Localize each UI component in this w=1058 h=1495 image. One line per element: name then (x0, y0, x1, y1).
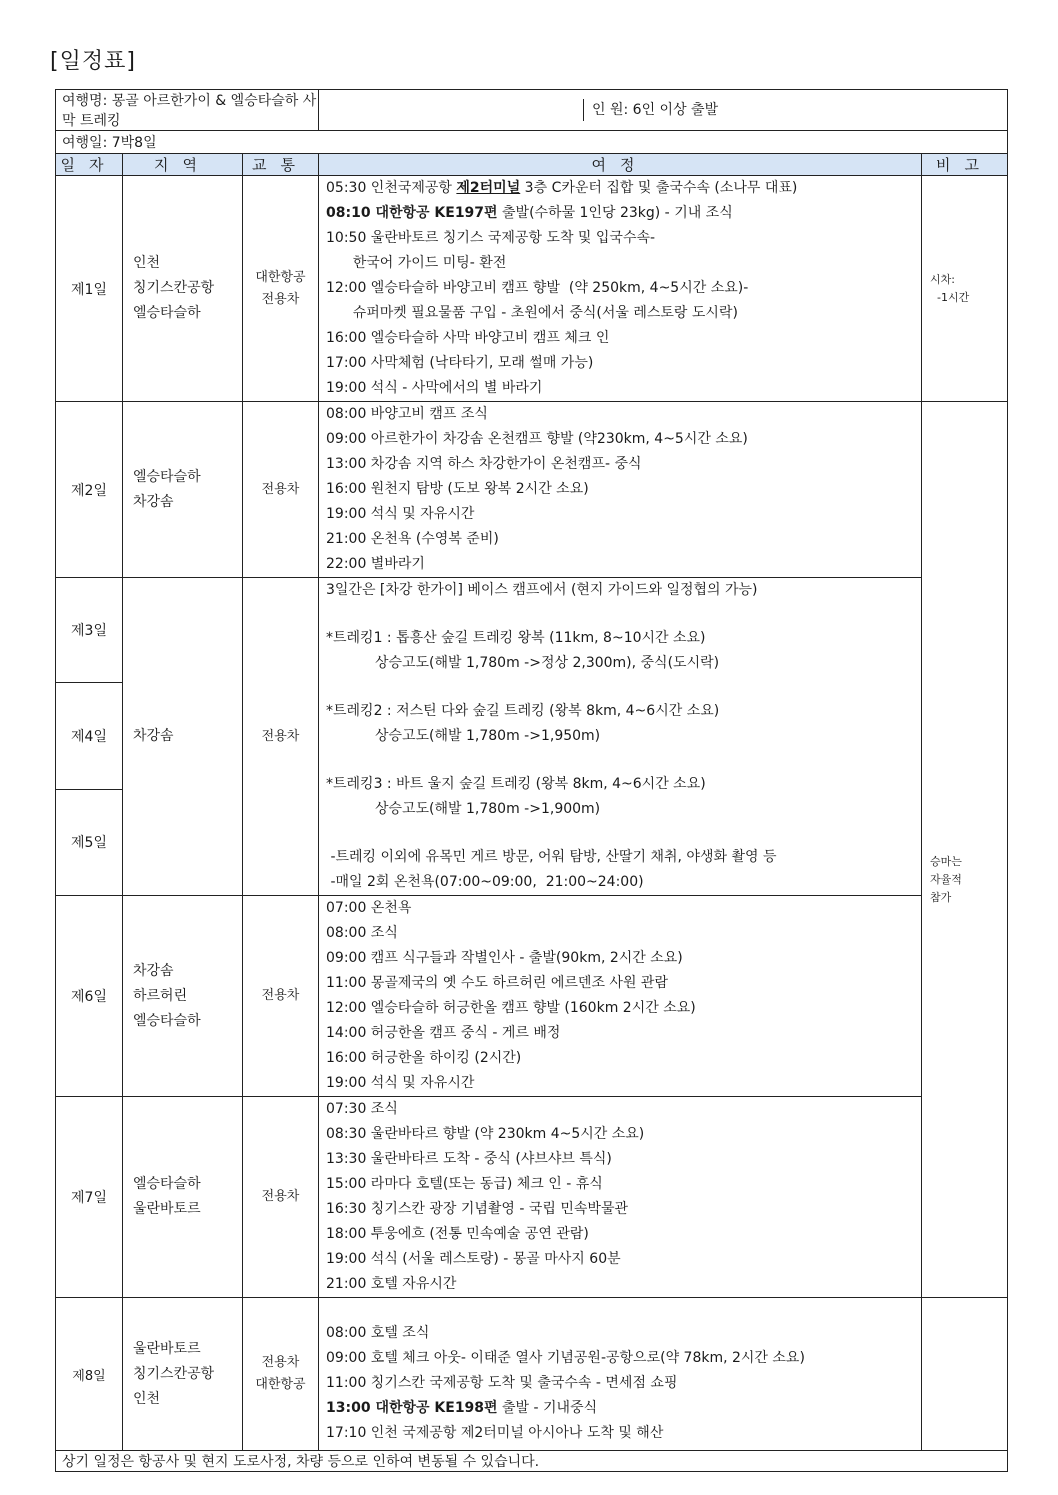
region-item: 울란바토르 (133, 1340, 201, 1357)
trip-duration: 여행일: 7박8일 (56, 131, 1008, 154)
day-label: 제8일 (56, 1298, 123, 1451)
remark-item: -1시간 (930, 290, 970, 304)
itinerary-line: 17:10 인천 국제공항 제2터미널 아시아나 도착 및 해산 (326, 1425, 664, 1441)
trip-people: 인 원: 6인 이상 출발 (592, 102, 719, 118)
transport-item: 대한항공 (255, 1377, 306, 1392)
region-cell (123, 176, 243, 402)
region-item: 칭기스칸공항 (133, 1365, 215, 1382)
transport-item: 전용차 (261, 1189, 300, 1204)
itinerary-line: 08:00 바양고비 캠프 조식 (326, 406, 488, 422)
itinerary-line: 13:30 울란바타르 도착 - 중식 (샤브샤브 특식) (326, 1151, 612, 1167)
remarks-cell (922, 402, 1008, 1298)
itinerary-line: 16:30 칭기스칸 광장 기념촬영 - 국립 민속박물관 (326, 1201, 629, 1217)
region-item: 칭기스칸공항 (133, 280, 215, 296)
itinerary-line: 09:00 호텔 체크 아웃- 이태준 열사 기념공원-공항으로(약 78km, 2시간 소요) (326, 1350, 805, 1366)
itinerary-cell (319, 1298, 922, 1451)
itinerary-line: 08:00 조식 (326, 925, 398, 941)
trip-name-cont (325, 99, 584, 121)
itinerary-line: 상승고도(해발 1,780m ->1,950m) (326, 728, 601, 744)
transport-item: 전용차 (261, 1355, 300, 1370)
day-row (56, 402, 1008, 578)
day-label: 제7일 (56, 1097, 123, 1298)
region-cell (123, 578, 243, 896)
page-title: [일정표] (50, 49, 136, 74)
itinerary-line: 08:00 호텔 조식 (326, 1325, 430, 1341)
region-item: 차강솜 (133, 728, 174, 744)
region-item: 엘승타슬하 (133, 468, 201, 485)
itinerary-line: 13:00 차강솜 지역 하스 차강한가이 온천캠프- 중식 (326, 456, 642, 472)
itinerary-line: 상승고도(해발 1,780m ->1,900m) (326, 801, 601, 817)
itinerary-line: *트레킹2 : 저스틴 다와 숲길 트레킹 (왕복 8km, 4~6시간 소요) (326, 703, 720, 719)
day-label: 제2일 (56, 402, 123, 578)
itinerary-line: 21:00 호텔 자유시간 (326, 1276, 457, 1292)
transport-cell (243, 402, 319, 578)
header-region: 지역 (123, 154, 243, 176)
region-cell (123, 1298, 243, 1451)
transport-item: 전용차 (261, 481, 300, 497)
day-row (56, 176, 1008, 402)
region-item: 차강솜 (133, 962, 174, 979)
footer-note: 상기 일정은 항공사 및 현지 도로사정, 차량 등으로 인하여 변동될 수 있습니다. (56, 1451, 1008, 1472)
header-remarks: 비고 (922, 154, 1008, 176)
transport-cell (243, 1097, 319, 1298)
itinerary-line: 12:00 엘승타슬하 허긍한올 캠프 향발 (160km 2시간 소요) (326, 1000, 696, 1016)
region-item: 엘승타슬하 (133, 1012, 201, 1029)
flight-detail: 출발 - 기내중식 (497, 1400, 598, 1416)
itinerary-line: 슈퍼마켓 필요물품 구입 - 초원에서 중식(서울 레스토랑 도시락) (326, 305, 738, 321)
trip-people-row (319, 90, 1008, 131)
transport-item: 전용차 (261, 291, 300, 307)
header-row (56, 154, 1008, 176)
region-item: 차강솜 (133, 493, 174, 510)
itinerary-line: 07:30 조식 (326, 1101, 398, 1117)
itinerary-line: 16:00 허긍한올 하이킹 (2시간) (326, 1050, 522, 1066)
itinerary-line: *트레킹3 : 바트 울지 숲길 트레킹 (왕복 8km, 4~6시간 소요) (326, 776, 706, 792)
region-item: 엘승타슬하 (133, 1176, 201, 1192)
day-row (56, 578, 1008, 683)
itinerary-line: 19:00 석식 및 자유시간 (326, 506, 475, 522)
schedule-table (55, 89, 1008, 1472)
remarks-cell (922, 176, 1008, 402)
transport-cell (243, 176, 319, 402)
trip-name: 여행명: 몽골 아르한가이 & 엘승타슬하 사막 트레킹 (56, 90, 319, 131)
region-cell (123, 1097, 243, 1298)
day-row (56, 1298, 1008, 1451)
itinerary-line: 17:00 사막체험 (낙타타기, 모래 썰매 가능) (326, 355, 594, 371)
region-item: 하르허린 (133, 987, 188, 1004)
day-label: 제6일 (56, 896, 123, 1097)
terminal-highlight: 제2터미널 (456, 180, 521, 196)
itinerary-cell (319, 1097, 922, 1298)
itinerary-line: 19:00 석식 - 사막에서의 별 바라기 (326, 380, 543, 396)
region-item: 인천 (133, 255, 161, 271)
itinerary-line (326, 822, 915, 845)
flight-label: 08:10 대한항공 KE197편 (326, 205, 498, 221)
flight-label: 13:00 대한항공 KE198편 (326, 1400, 498, 1416)
itinerary-line (326, 676, 915, 699)
itinerary-line (326, 603, 915, 626)
transport-cell (243, 1298, 319, 1451)
itinerary-line: *트레킹1 : 톱흥산 숲길 트레킹 왕복 (11km, 8~10시간 소요) (326, 630, 706, 646)
transport-item: 전용차 (261, 728, 300, 744)
itinerary-line: -트레킹 이외에 유목민 게르 방문, 어워 탐방, 산딸기 채취, 야생화 촬영 등 (326, 849, 777, 865)
day-row (56, 896, 1008, 1097)
itinerary-line (326, 201, 915, 226)
itinerary-line: 11:00 몽골제국의 옛 수도 하르허린 에르덴조 사원 관람 (326, 975, 668, 991)
day-row (56, 1097, 1008, 1298)
day-label: 제4일 (56, 683, 123, 789)
day-label: 제5일 (56, 789, 123, 895)
itinerary-line: 12:00 엘승타슬하 바양고비 캠프 향발 (약 250km, 4~5시간 소요)- (326, 280, 749, 296)
transport-cell (243, 578, 319, 896)
header-itinerary: 여정 (319, 154, 922, 176)
header-transport: 교통 (243, 154, 319, 176)
transport-cell (243, 896, 319, 1097)
remark-item: 자율적 (930, 872, 962, 886)
transport-item: 전용차 (261, 988, 300, 1003)
itinerary-line: 14:00 허긍한올 캠프 중식 - 게르 배정 (326, 1025, 561, 1041)
itinerary-line (326, 1298, 915, 1321)
itinerary-line: 09:00 아르한가이 차강솜 온천캠프 향발 (약230km, 4~5시간 소요) (326, 431, 748, 447)
header-day: 일자 (56, 154, 123, 176)
itinerary-line: 3일간은 [차강 한가이] 베이스 캠프에서 (현지 가이드와 일정협의 가능) (326, 582, 758, 598)
itinerary-line: 16:00 원천지 탐방 (도보 왕복 2시간 소요) (326, 481, 589, 497)
region-item: 울란바토르 (133, 1201, 201, 1217)
itinerary-line: 19:00 석식 및 자유시간 (326, 1075, 475, 1091)
day-label: 제1일 (56, 176, 123, 402)
region-item: 엘승타슬하 (133, 305, 201, 321)
day-label: 제3일 (56, 578, 123, 683)
itinerary-line: 09:00 캠프 식구들과 작별인사 - 출발(90km, 2시간 소요) (326, 950, 683, 966)
region-cell (123, 402, 243, 578)
itinerary-line: 상승고도(해발 1,780m ->정상 2,300m), 중식(도시락) (326, 655, 720, 671)
itinerary-line (326, 1396, 915, 1421)
itinerary-line: 08:30 울란바타르 향발 (약 230km 4~5시간 소요) (326, 1126, 645, 1142)
itinerary-line: 16:00 엘승타슬하 사막 바양고비 캠프 체크 인 (326, 330, 610, 346)
itinerary-line: 18:00 투웅에흐 (전통 민속예술 공연 관람) (326, 1226, 589, 1242)
region-item: 인천 (133, 1390, 161, 1407)
itinerary-line: 22:00 별바라기 (326, 556, 425, 572)
itinerary-line: 19:00 석식 (서울 레스토랑) - 몽골 마사지 60분 (326, 1251, 621, 1267)
transport-item: 대한항공 (255, 269, 306, 285)
itinerary-line: 21:00 온천욕 (수영복 준비) (326, 531, 499, 547)
itinerary-line: -매일 2회 온천욕(07:00~09:00, 21:00~24:00) (326, 874, 644, 890)
itinerary-line: 한국어 가이드 미팅- 환전 (326, 255, 507, 271)
region-cell (123, 896, 243, 1097)
remark-item: 시차: (930, 272, 955, 286)
itinerary-cell (319, 402, 922, 578)
itinerary-line: 10:50 울란바토르 칭기스 국제공항 도착 및 입국수속- (326, 230, 656, 246)
itinerary-line: 07:00 온천욕 (326, 900, 412, 916)
itinerary-line: 05:30 인천국제공항 제2터미널 3층 C카운터 집합 및 출국수속 (소나무 대표) (326, 180, 798, 196)
remark-item: 승마는 (930, 854, 962, 868)
itinerary-line (326, 749, 915, 772)
flight-detail: 출발(수하물 1인당 23kg) - 기내 조식 (497, 205, 733, 221)
itinerary-line: 11:00 칭기스칸 국제공항 도착 및 출국수속 - 면세점 쇼핑 (326, 1375, 678, 1391)
remark-item: 참가 (930, 890, 952, 904)
itinerary-cell (319, 578, 922, 896)
itinerary-cell (319, 896, 922, 1097)
itinerary-line: 15:00 라마다 호텔(또는 동급) 체크 인 - 휴식 (326, 1176, 603, 1192)
itinerary-cell (319, 176, 922, 402)
